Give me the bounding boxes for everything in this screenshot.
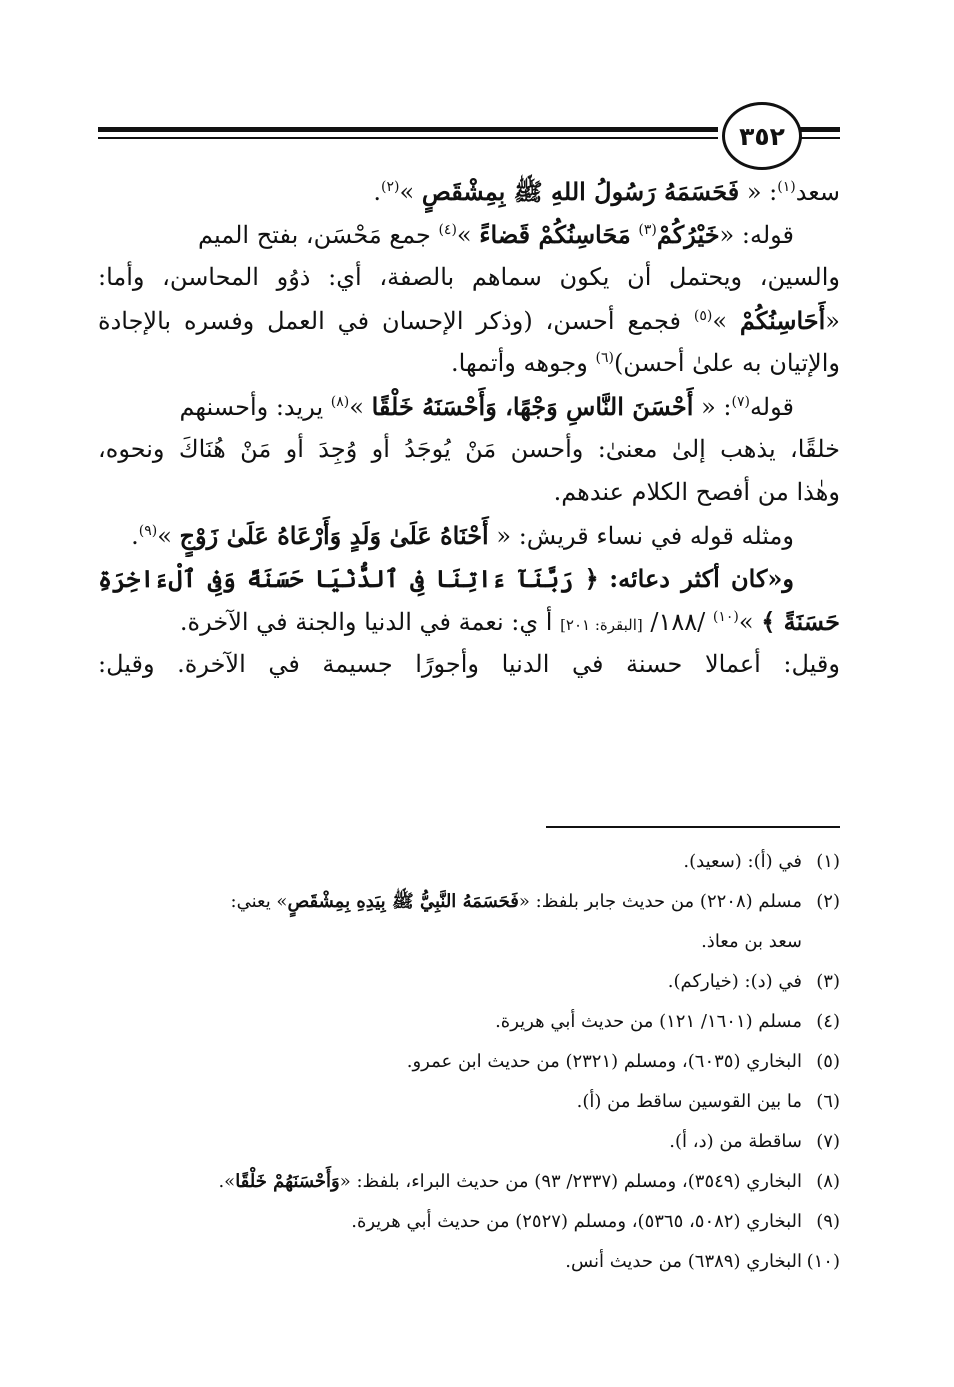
text-line-11: حَسَنَةً ﴾ »$^{(١٠)}$ /١٨٨/ [البقرة: ٢٠١] أ ي: نعمة في الدنيا والجنة في الآخرة. <box>179 607 840 636</box>
text-line-4: «أَحَاسِنُكُمْ »$^{(٥)}$ فجمع أحسن، (وذكر الإحسان في العمل وفسره بالإجادة <box>98 306 840 335</box>
footnote-number: (١٠) <box>806 1251 840 1272</box>
footnote-number: (٧) <box>816 1131 840 1152</box>
main-text <box>98 170 840 686</box>
footnote-item: (٧) ساقطة من (د، أ). <box>98 1122 840 1162</box>
text-line-10: و«كان أكثر دعائه: ﴿ رَبَّنَآ ءَاتِنَا فِى ٱلدُّنْيَا حَسَنَةً وَفِى ٱلْءَاخِرَةِ <box>98 564 794 593</box>
text-line-6: قوله$^{(٧)}$: « أَحْسَنَ النَّاسِ وَجْهًا، وَأَحْسَنَهُ خَلْقًا »$^{(٨)}$ يريد: وأحسنهم <box>179 392 794 421</box>
footnote-number: (٨) <box>816 1171 840 1192</box>
verse-reference: [البقرة: ٢٠١] <box>560 616 643 634</box>
footnote-item: (٥) البخاري (٦٠٣٥)، ومسلم (٢٣٢١) من حديث ابن عمرو. <box>98 1042 840 1082</box>
header-rule <box>98 127 718 132</box>
page-number: ٣٥٢ <box>722 102 802 170</box>
footnote-item: (٨) البخاري (٣٥٤٩)، ومسلم (٢٣٣٧/ ٩٣) من حديث البراء، بلفظ: «وَأَحْسَنَهُمْ خَلْقًا». <box>98 1162 840 1202</box>
text-line-8: وهٰذا من أفصح الكلام عندهم. <box>553 478 840 506</box>
footnote-number: (٩) <box>816 1211 840 1232</box>
text-line-1: سعد$^{(١)}$: « فَحَسَمَهُ رَسُولُ اللهِ ﷺ بِمِشْقَصٍ »$^{(٢)}$. <box>373 177 840 206</box>
footnote-item: (٩) البخاري (٥٠٨٢، ٥٣٦٥)، ومسلم (٢٥٢٧) من حديث أبي هريرة. <box>98 1202 840 1242</box>
text-line-9: ومثله قوله في نساء قريش: « أَحْنَاهُ عَلَىٰ وَلَدٍ وَأَرْعَاهُ عَلَىٰ زَوْجٍ »$^{(٩)}$. <box>131 521 794 550</box>
footnote-item: (٤) مسلم (١٦٠١/ ١٢١) من حديث أبي هريرة. <box>98 1002 840 1042</box>
footnote-number: (٥) <box>816 1051 840 1072</box>
footnote-separator <box>546 826 840 828</box>
footnote-number: (٦) <box>816 1091 840 1112</box>
hadith-quote: أَحَاسِنُكُمْ <box>739 306 826 335</box>
text-line-3: والسين، ويحتمل أن يكون سماهم بالصفة، أي: ذوُو المحاسن، وأما: <box>98 263 840 291</box>
hadith-quote: خَيْرُكُمْ <box>656 220 720 249</box>
hadith-quote: أَحْسَنَ النَّاسِ وَجْهًا، وَأَحْسَنَهُ خَلْقًا <box>371 392 694 421</box>
footnote-item: (٣) في (د): (خياركم). <box>98 962 840 1002</box>
footnote-number: (٣) <box>816 971 840 992</box>
footnote-item: (٦) ما بين القوسين ساقط من (أ). <box>98 1082 840 1122</box>
hadith-quote: أَحْنَاهُ عَلَىٰ وَلَدٍ وَأَرْعَاهُ عَلَىٰ زَوْجٍ <box>179 521 489 550</box>
quran-verse: حَسَنَةً ﴾ <box>761 607 840 636</box>
footnote-item: (١٠) البخاري (٦٣٨٩) من حديث أنس. <box>98 1242 840 1282</box>
text-line-2: قوله: «خَيْرُكُمْ$^{(٣)}$ مَحَاسِنُكُمْ قَضاءً »$^{(٤)}$ جمع مَحْسَن، بفتح الميم <box>198 220 794 249</box>
footnote-number: (١) <box>816 851 840 872</box>
hadith-quote: فَحَسَمَهُ رَسُولُ اللهِ ﷺ بِمِشْقَصٍ <box>421 177 740 206</box>
header-rule-stub <box>800 127 840 132</box>
footnote-number: (٢) <box>816 891 840 912</box>
text-line-12: وقيل: أعمالا حسنة في الدنيا وأجورًا جسيمة في الآخرة. وقيل: <box>98 650 840 678</box>
footnote-number: (٤) <box>816 1011 840 1032</box>
header-rule-stub-thin <box>800 137 840 139</box>
footnotes <box>98 842 840 1282</box>
hadith-quote: مَحَاسِنُكُمْ قَضاءً <box>479 220 631 249</box>
quran-verse: ﴿ رَبَّنَآ ءَاتِنَا فِى ٱلدُّنْيَا حَسَنَةً وَفِى ٱلْءَاخِرَةِ <box>98 564 599 593</box>
footnote-item: (٢) مسلم (٢٢٠٨) من حديث جابر بلفظ: «فَحَسَمَهُ النَّبِيُّ ﷺ بِيَدِهِ بِمِشْقَصٍ» يعني: سعد بن معاذ. <box>98 882 840 962</box>
text-line-7: خلقًا، يذهب إلىٰ معنىٰ: وأحسن مَنْ يُوجَدُ أو وُجِدَ أو مَنْ هُنَاكَ ونحوه، <box>98 435 840 463</box>
header-rule-thin <box>98 137 718 139</box>
text-line-5: والإتيان به علىٰ أحسن)$^{(٦)}$ وجوهه وأتمها. <box>451 349 840 377</box>
footnote-item: (١) في (أ): (سعيد). <box>98 842 840 882</box>
